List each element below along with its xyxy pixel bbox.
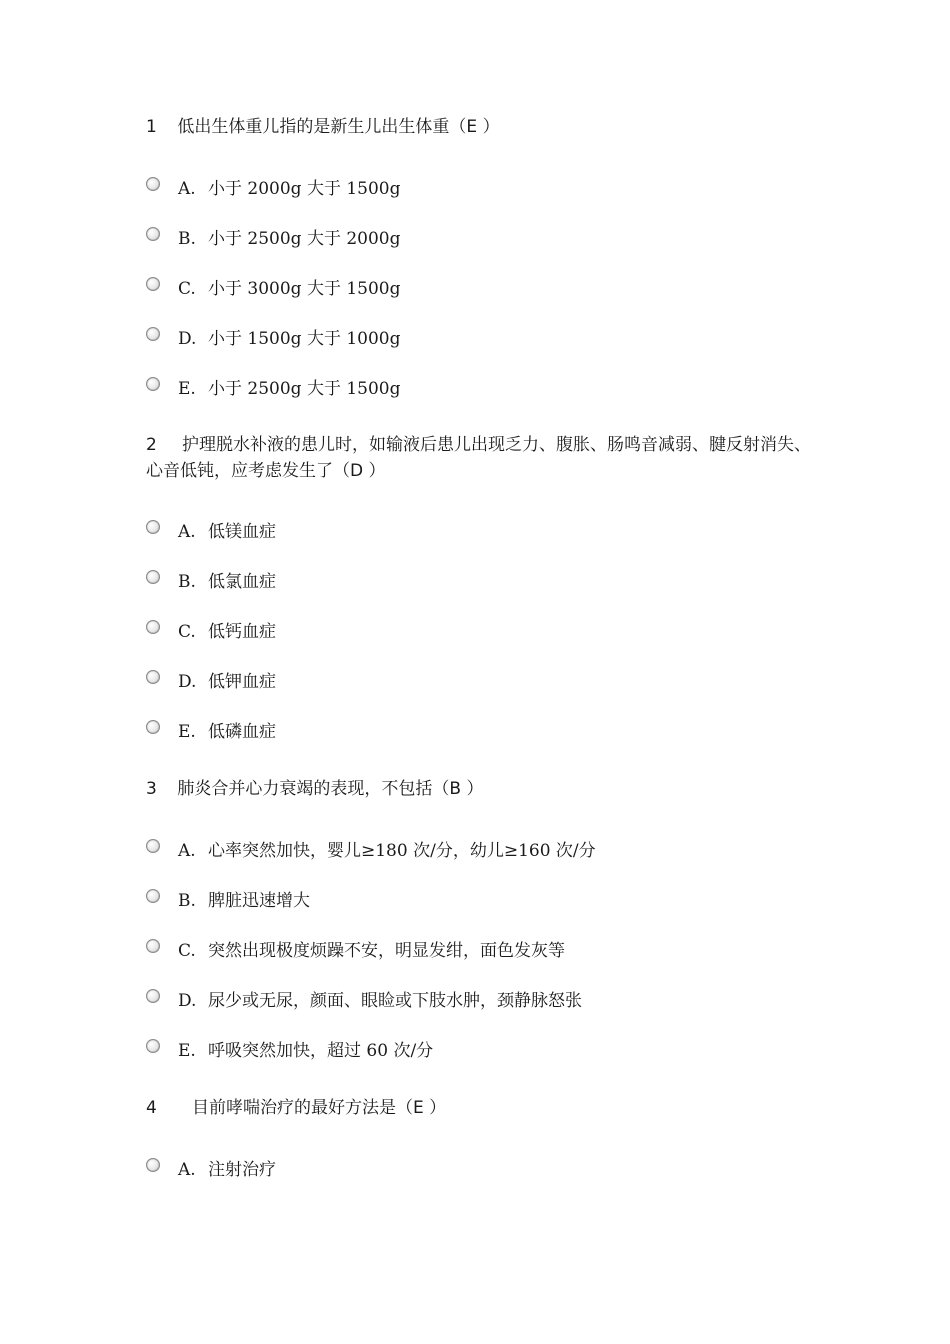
option-text: 脾脏迅速增大 bbox=[208, 891, 310, 911]
option-text: 尿少或无尿，颜面、眼睑或下肢水肿，颈静脉怒张 bbox=[208, 991, 582, 1011]
question-stem-end: ） bbox=[368, 461, 386, 481]
option-text: 呼吸突然加快，超过 60 次/分 bbox=[208, 1041, 434, 1061]
radio-button-icon[interactable] bbox=[146, 1039, 160, 1053]
option-3b[interactable] bbox=[146, 889, 310, 913]
radio-button-icon[interactable] bbox=[146, 989, 160, 1003]
question-number: 4 bbox=[146, 1098, 157, 1118]
option-text: 小于 2500g 大于 2000g bbox=[208, 229, 401, 249]
option-1c[interactable] bbox=[146, 277, 401, 301]
option-text: 突然出现极度烦躁不安，明显发绀，面色发灰等 bbox=[208, 941, 565, 961]
option-letter: C. bbox=[178, 622, 196, 642]
option-1d[interactable] bbox=[146, 327, 401, 351]
question-4 bbox=[146, 1095, 826, 1121]
option-text: 注射治疗 bbox=[208, 1160, 276, 1180]
radio-button-icon[interactable] bbox=[146, 1158, 160, 1172]
option-3d[interactable] bbox=[146, 989, 582, 1013]
question-stem-end: ） bbox=[429, 1098, 447, 1118]
question-answer: D bbox=[350, 461, 364, 481]
question-number: 3 bbox=[146, 779, 157, 799]
option-letter: E. bbox=[178, 1041, 196, 1061]
question-3 bbox=[146, 776, 826, 802]
option-2a[interactable] bbox=[146, 520, 276, 544]
radio-button-icon[interactable] bbox=[146, 889, 160, 903]
option-letter: A. bbox=[178, 179, 196, 199]
question-stem: 肺炎合并心力衰竭的表现，不包括（ bbox=[177, 779, 450, 799]
option-text: 低钙血症 bbox=[208, 622, 276, 642]
question-answer: B bbox=[449, 779, 462, 799]
option-letter: A. bbox=[178, 522, 196, 542]
option-letter: C. bbox=[178, 279, 196, 299]
question-stem: 低出生体重儿指的是新生儿出生体重（ bbox=[177, 117, 467, 137]
option-letter: C. bbox=[178, 941, 196, 961]
option-letter: A. bbox=[178, 841, 196, 861]
option-letter: B. bbox=[178, 891, 196, 911]
option-letter: D. bbox=[178, 329, 197, 349]
radio-button-icon[interactable] bbox=[146, 520, 160, 534]
question-stem-end: ） bbox=[482, 117, 500, 137]
option-letter: B. bbox=[178, 572, 196, 592]
option-letter: D. bbox=[178, 991, 197, 1011]
option-4a[interactable] bbox=[146, 1158, 276, 1182]
option-text: 低钾血症 bbox=[208, 672, 276, 692]
question-stem: 护理脱水补液的患儿时，如输液后患儿出现乏力、腹胀、肠鸣音减弱、腱反射消失、心音低钝，应考虑发生了（ bbox=[146, 435, 811, 481]
option-text: 小于 2000g 大于 1500g bbox=[208, 179, 401, 199]
option-text: 小于 3000g 大于 1500g bbox=[208, 279, 401, 299]
option-text: 低镁血症 bbox=[208, 522, 276, 542]
question-answer: E bbox=[466, 117, 478, 137]
question-answer: E bbox=[413, 1098, 424, 1118]
radio-button-icon[interactable] bbox=[146, 670, 160, 684]
option-3e[interactable] bbox=[146, 1039, 433, 1063]
option-2e[interactable] bbox=[146, 720, 276, 744]
radio-button-icon[interactable] bbox=[146, 327, 160, 341]
option-1e[interactable] bbox=[146, 377, 401, 401]
option-text: 低磷血症 bbox=[208, 722, 276, 742]
option-text: 低氯血症 bbox=[208, 572, 276, 592]
option-letter: D. bbox=[178, 672, 197, 692]
option-text: 心率突然加快，婴儿≥180 次/分，幼儿≥160 次/分 bbox=[208, 841, 596, 861]
question-1 bbox=[146, 114, 826, 140]
question-number: 2 bbox=[146, 435, 157, 455]
option-3a[interactable] bbox=[146, 839, 596, 863]
option-letter: E. bbox=[178, 379, 196, 399]
option-letter: E. bbox=[178, 722, 196, 742]
option-text: 小于 1500g 大于 1000g bbox=[208, 329, 401, 349]
option-letter: A. bbox=[178, 1160, 196, 1180]
radio-button-icon[interactable] bbox=[146, 570, 160, 584]
radio-button-icon[interactable] bbox=[146, 227, 160, 241]
option-3c[interactable] bbox=[146, 939, 565, 963]
question-number: 1 bbox=[146, 117, 157, 137]
question-stem: 目前哮喘治疗的最好方法是（ bbox=[192, 1098, 413, 1118]
radio-button-icon[interactable] bbox=[146, 620, 160, 634]
option-text: 小于 2500g 大于 1500g bbox=[208, 379, 401, 399]
radio-button-icon[interactable] bbox=[146, 939, 160, 953]
radio-button-icon[interactable] bbox=[146, 720, 160, 734]
option-1b[interactable] bbox=[146, 227, 401, 251]
radio-button-icon[interactable] bbox=[146, 277, 160, 291]
option-2c[interactable] bbox=[146, 620, 276, 644]
radio-button-icon[interactable] bbox=[146, 377, 160, 391]
option-2d[interactable] bbox=[146, 670, 276, 694]
question-2 bbox=[146, 432, 826, 484]
radio-button-icon[interactable] bbox=[146, 839, 160, 853]
question-stem-end: ） bbox=[466, 779, 484, 799]
radio-button-icon[interactable] bbox=[146, 177, 160, 191]
option-letter: B. bbox=[178, 229, 196, 249]
option-2b[interactable] bbox=[146, 570, 276, 594]
option-1a[interactable] bbox=[146, 177, 401, 201]
